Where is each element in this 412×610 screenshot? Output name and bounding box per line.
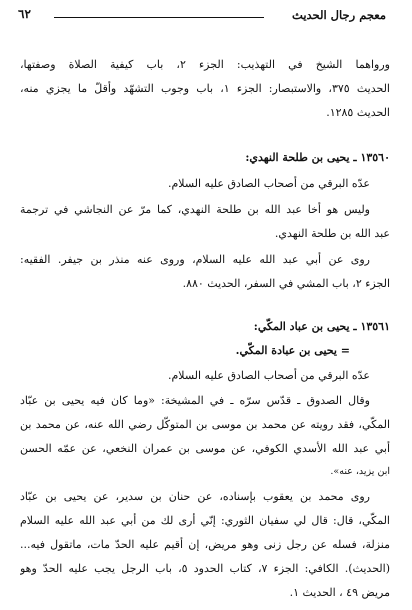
text-line: عبد الله بن طلحة النهدي. xyxy=(274,227,390,240)
cross-reference: = يحيى بن عبادة المكّي. xyxy=(235,344,350,357)
text-line: المكّي، فقد رويته عن محمد بن موسى بن المتوكّل رضي الله عنه، عن محمد بن xyxy=(20,418,390,431)
text-line: ابن يزيد، عنه». xyxy=(330,466,390,477)
text-line: الحديث ١٢٨٥. xyxy=(326,106,390,119)
entry-heading: ١٣٥٦٠ ـ يحيى بن طلحة النهدي: xyxy=(245,151,390,164)
text-line: روى عن أبي عبد الله عليه السلام، وروى عنه منذر بن جيفر. الفقيه: xyxy=(20,253,370,266)
text-line: عدّه البرقي من أصحاب الصادق عليه السلام. xyxy=(167,369,370,382)
page-header xyxy=(18,6,386,28)
text-line: وليس هو أخا عبد الله بن طلحة النهدي، كما مرّ عن النجاشي في ترجمة xyxy=(20,203,370,216)
text-line: ورواهما الشيخ في التهذيب: الجزء ٢، باب كيفية الصلاة وصفتها، xyxy=(20,58,390,71)
text-line: المكّي، قال: قال لي سفيان الثوري: إنّي أرى لك من أبي عبد الله عليه السلام xyxy=(20,514,390,527)
text-line: مريض ٤٩ ، الحديث ١. xyxy=(289,586,390,599)
text-line: منزلة، فسله عن رجل زنى وهو مريض، إن أقيم عليه الحدّ مات، ماتقول فيه... xyxy=(20,538,390,551)
header-rule xyxy=(54,17,264,18)
text-line: أبي عبد الله الأسدي الكوفي، عن موسى بن عمران النخعي، عن عمّه الحسن xyxy=(20,442,390,455)
text-line: (الحديث). الكافي: الجزء ٧، كتاب الحدود ٥، باب الرجل يجب عليه الحدّ وهو xyxy=(20,562,390,575)
entry-heading: ١٣٥٦١ ـ يحيى بن عباد المكّي: xyxy=(253,320,390,333)
book-title: معجم رجال الحديث xyxy=(292,8,386,22)
text-line: عدّه البرقي من أصحاب الصادق عليه السلام. xyxy=(167,177,370,190)
text-line: الحديث ٣٧٥، والاستبصار: الجزء ١، باب وجوب التشهّد وأقلّ ما يجزي منه، xyxy=(20,82,390,95)
text-line: روى محمد بن يعقوب بإسناده، عن حنان بن سدير، عن يحيى بن عبّاد xyxy=(20,490,370,503)
text-line: وقال الصدوق ـ قدّس سرّه ـ في المشيخة: «وما كان فيه يحيى بن عبّاد xyxy=(20,394,370,407)
page-number: ٦٢ xyxy=(18,7,31,21)
text-line: الجزء ٢، باب المشي في السفر، الحديث ٨٨٠. xyxy=(182,277,390,290)
